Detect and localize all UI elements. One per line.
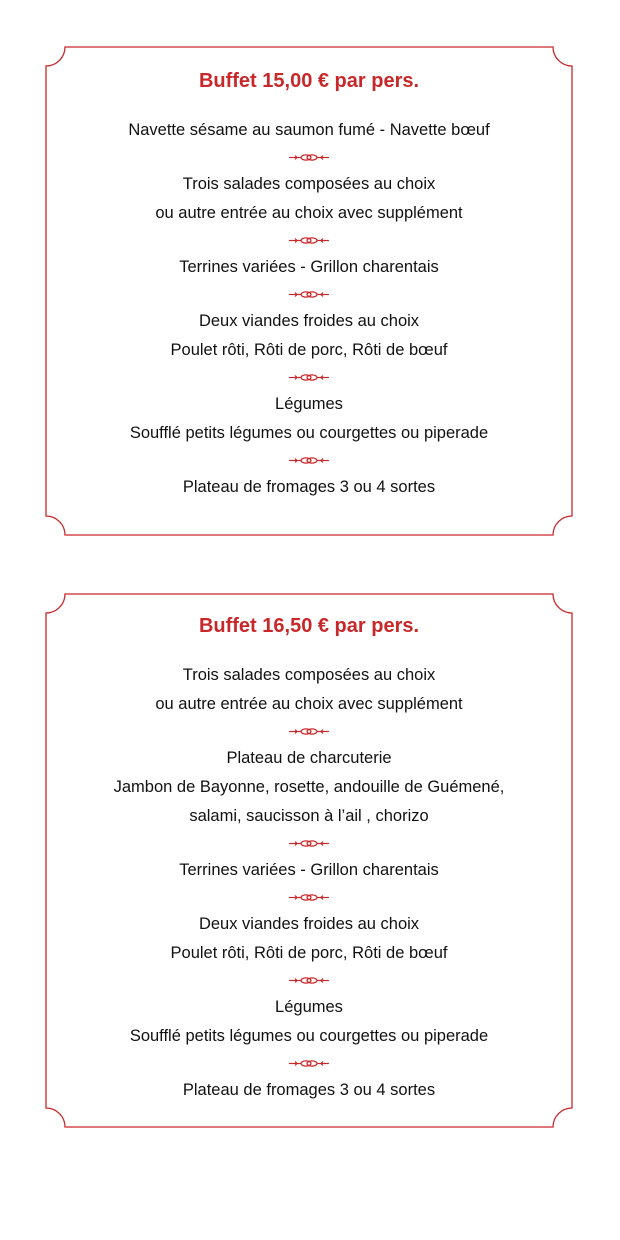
ornament-divider [45, 282, 573, 307]
menu-card [45, 46, 573, 536]
ornament-divider [45, 228, 573, 253]
ornament-divider [45, 885, 573, 910]
ornament-divider [45, 831, 573, 856]
menu-line: Soufflé petits légumes ou courgettes ou piperade [129, 424, 489, 442]
menu-line: Plateau de fromages 3 ou 4 sortes [182, 478, 436, 496]
menu-line: Navette sésame au saumon fumé - Navette bœuf [128, 121, 490, 139]
menu-title: Buffet 16,50 € par pers. [198, 615, 420, 637]
menu-line: Légumes [275, 395, 343, 413]
menu-line: ou autre entrée au choix avec supplément [155, 204, 463, 222]
ornament-divider [45, 448, 573, 473]
menu-line: Soufflé petits légumes ou courgettes ou piperade [129, 1027, 489, 1045]
ornament-divider [45, 1051, 573, 1076]
menu-line: Plateau de charcuterie [226, 749, 392, 767]
menu-title: Buffet 15,00 € par pers. [198, 70, 420, 92]
menu-line: Terrines variées - Grillon charentais [179, 861, 439, 879]
menu-line: Poulet rôti, Rôti de porc, Rôti de bœuf [170, 341, 448, 359]
ornament-divider [45, 145, 573, 170]
menu-line: Terrines variées - Grillon charentais [179, 258, 439, 276]
menu-line: Jambon de Bayonne, rosette, andouille de Guémené, [113, 778, 505, 796]
menu-line: Deux viandes froides au choix [198, 312, 420, 330]
ornament-divider [45, 968, 573, 993]
ornament-divider [45, 719, 573, 744]
menu-line: ou autre entrée au choix avec supplément [155, 695, 463, 713]
menu-line: Poulet rôti, Rôti de porc, Rôti de bœuf [170, 944, 448, 962]
ornament-divider [45, 365, 573, 390]
menu-line: Plateau de fromages 3 ou 4 sortes [182, 1081, 436, 1099]
menu-line: Trois salades composées au choix [182, 666, 436, 684]
menu-line: salami, saucisson à l’ail , chorizo [189, 807, 429, 825]
menu-line: Légumes [275, 998, 343, 1016]
menu-line: Trois salades composées au choix [182, 175, 436, 193]
menu-line: Deux viandes froides au choix [198, 915, 420, 933]
menu-card [45, 593, 573, 1128]
